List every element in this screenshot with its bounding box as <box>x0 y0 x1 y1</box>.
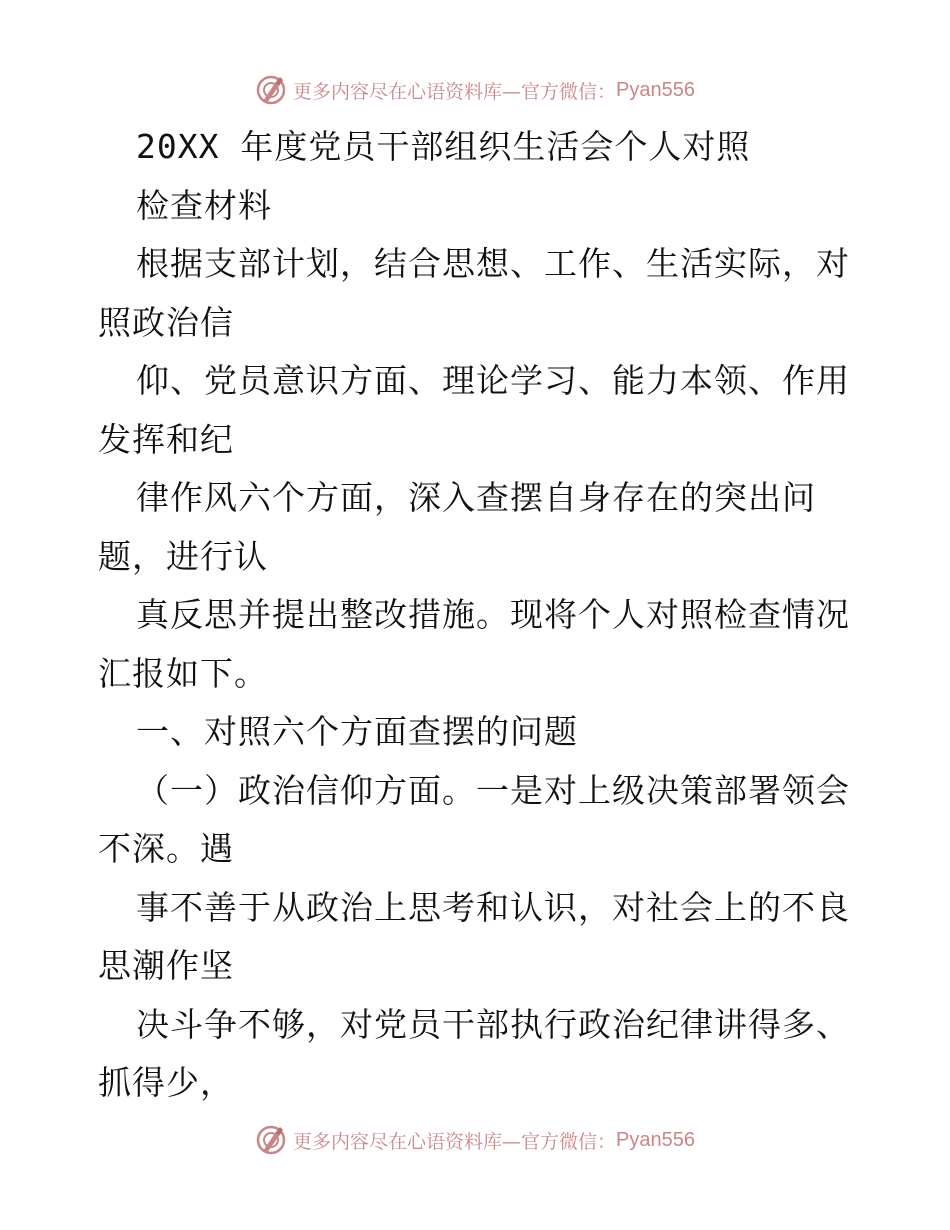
watermark-wechat-id: Pyan556 <box>616 78 695 101</box>
doc-line: 不深。遇 <box>98 829 234 868</box>
doc-line: 发挥和纪 <box>98 419 234 459</box>
doc-line: 20XX 年度党员干部组织生活会个人对照 <box>136 127 751 166</box>
pen-logo-icon <box>255 74 287 106</box>
doc-line: 汇报如下。 <box>98 653 268 693</box>
pen-logo-icon <box>255 1124 287 1156</box>
header-watermark <box>0 70 950 110</box>
document-body <box>98 118 858 1113</box>
doc-line: 一、对照六个方面查摆的问题 <box>136 712 578 751</box>
doc-line: 事不善于从政治上思考和认识，对社会上的不良 <box>136 887 850 927</box>
doc-line: 照政治信 <box>98 302 234 342</box>
doc-line: 抓得少， <box>98 1063 234 1102</box>
watermark-text: 更多内容尽在心语资料库—官方微信： <box>293 1130 617 1153</box>
watermark-wechat-id: Pyan556 <box>616 1128 695 1151</box>
doc-line: （一）政治信仰方面。一是对上级决策部署领会 <box>136 770 850 810</box>
doc-line: 题，进行认 <box>98 536 268 576</box>
doc-line: 检查材料 <box>136 185 272 225</box>
footer-watermark <box>0 1120 950 1160</box>
doc-line: 决斗争不够，对党员干部执行政治纪律讲得多、 <box>136 1004 850 1044</box>
doc-line: 真反思并提出整改措施。现将个人对照检查情况 <box>136 595 850 634</box>
doc-line: 根据支部计划，结合思想、工作、生活实际，对 <box>136 244 850 283</box>
watermark-text: 更多内容尽在心语资料库—官方微信： <box>293 80 617 103</box>
doc-line: 思潮作坚 <box>98 946 234 985</box>
doc-line: 仰、党员意识方面、理论学习、能力本领、作用 <box>136 361 850 400</box>
doc-line: 律作风六个方面，深入查摆自身存在的突出问 <box>136 478 816 517</box>
